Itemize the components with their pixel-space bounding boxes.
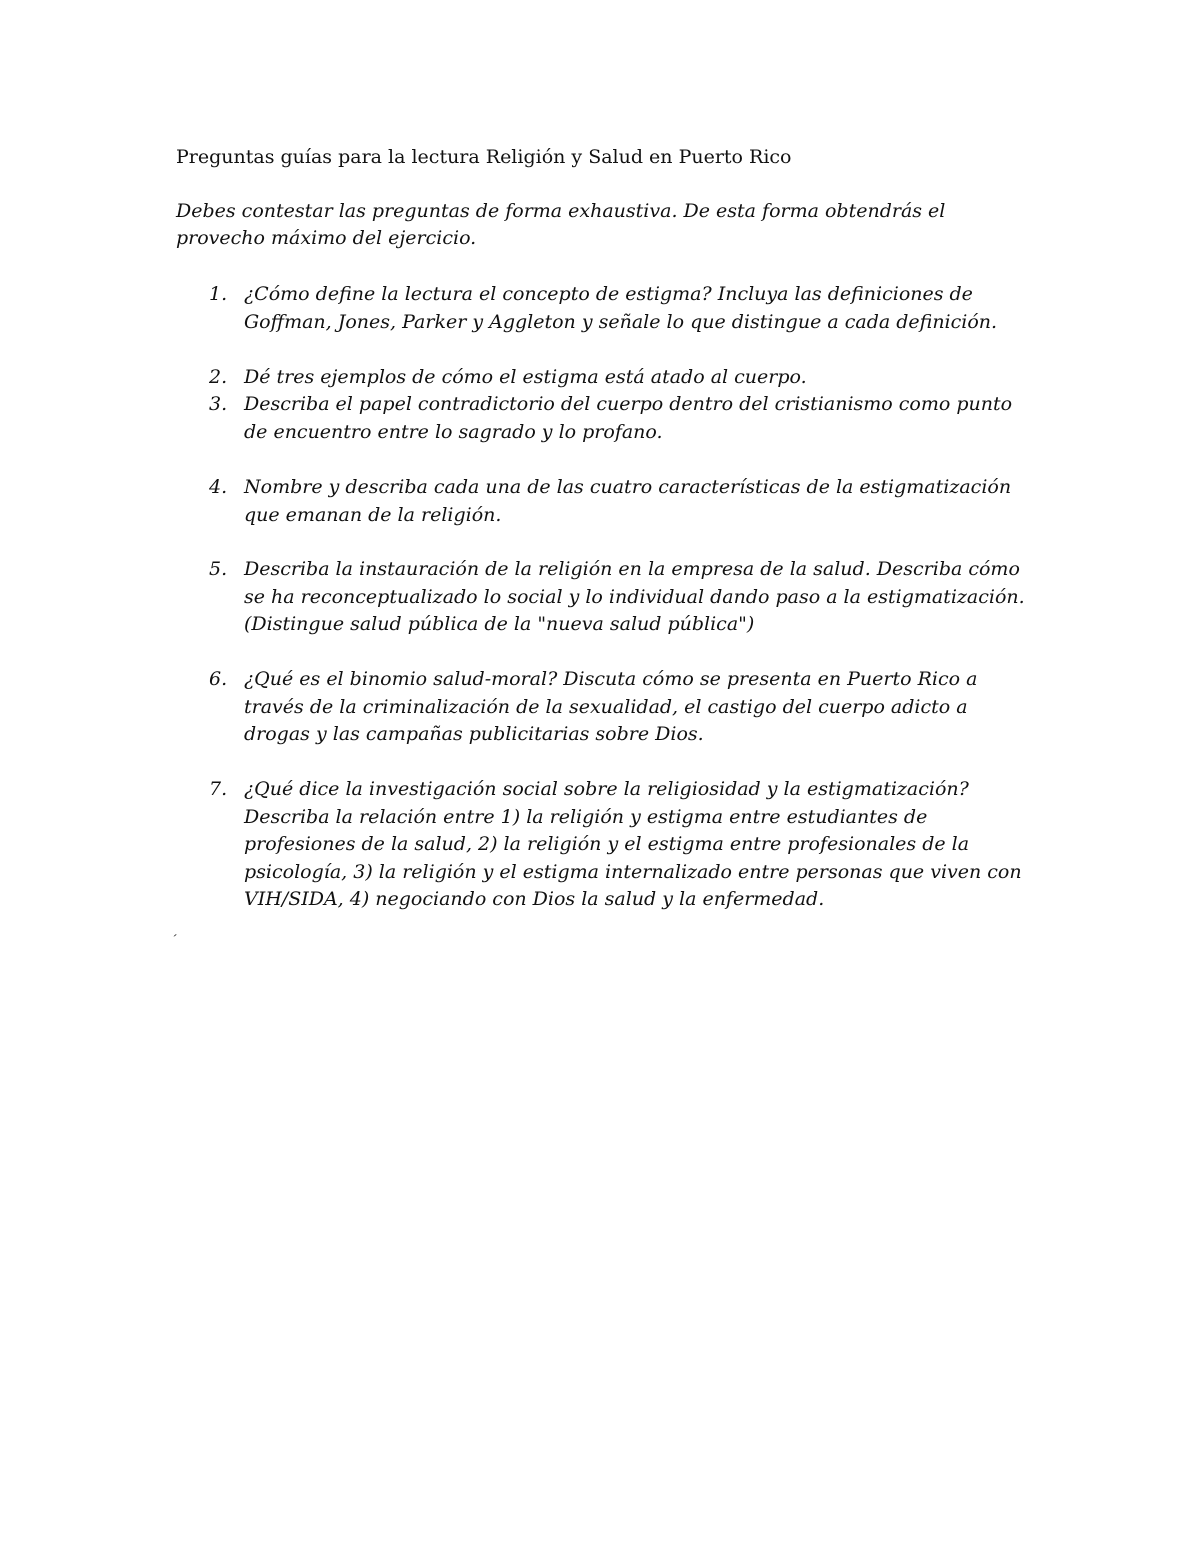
question-number: 4.: [209, 476, 228, 498]
instructions-paragraph: Debes contestar las preguntas de forma exhaustiva. De esta forma obtendrás el provecho máximo del ejercicio.: [176, 200, 946, 249]
question-item: [209, 556, 1039, 639]
stray-mark: ˏ: [173, 923, 178, 938]
question-text: Describa el papel contradictorio del cuerpo dentro del cristianismo como punto de encuentro entre lo sagrado y lo profano.: [244, 393, 1013, 443]
question-number: 3.: [209, 393, 228, 415]
question-item: [209, 474, 1039, 529]
question-number: 6.: [209, 668, 228, 690]
document-title: Preguntas guías para la lectura Religión y Salud en Puerto Rico: [176, 146, 792, 168]
question-item: [209, 364, 1039, 392]
question-text: ¿Qué dice la investigación social sobre la religiosidad y la estigmatización? Describa la relación entre 1) la religión y estigma entre estudiantes de profesiones de la salud, 2) la religión y el estigma entre profesionales de la psicología, 3) la religión y el estigma internalizado entre personas que viven con VIH/SIDA, 4) negociando con Dios la salud y la enfermedad.: [244, 778, 1022, 910]
question-number: 7.: [209, 778, 228, 800]
question-text: Dé tres ejemplos de cómo el estigma está atado al cuerpo.: [244, 366, 807, 388]
question-item: [209, 666, 1039, 749]
question-text: Describa la instauración de la religión en la empresa de la salud. Describa cómo se ha reconceptualizado lo social y lo individual dando paso a la estigmatización. (Distingue salud pública de la "nueva salud pública"): [244, 558, 1025, 635]
question-number: 5.: [209, 558, 228, 580]
question-item: [209, 281, 1039, 336]
question-text: ¿Qué es el binomio salud-moral? Discuta cómo se presenta en Puerto Rico a través de la criminalización de la sexualidad, el castigo del cuerpo adicto a drogas y las campañas publicitarias sobre Dios.: [244, 668, 978, 745]
question-number: 1.: [209, 283, 228, 305]
question-text: Nombre y describa cada una de las cuatro características de la estigmatización que emanan de la religión.: [244, 476, 1012, 526]
question-item: [209, 776, 1039, 914]
question-text: ¿Cómo define la lectura el concepto de estigma? Incluya las definiciones de Goffman, Jones, Parker y Aggleton y señale lo que distingue a cada definición.: [244, 283, 998, 333]
question-number: 2.: [209, 366, 228, 388]
question-item: [209, 391, 1039, 446]
